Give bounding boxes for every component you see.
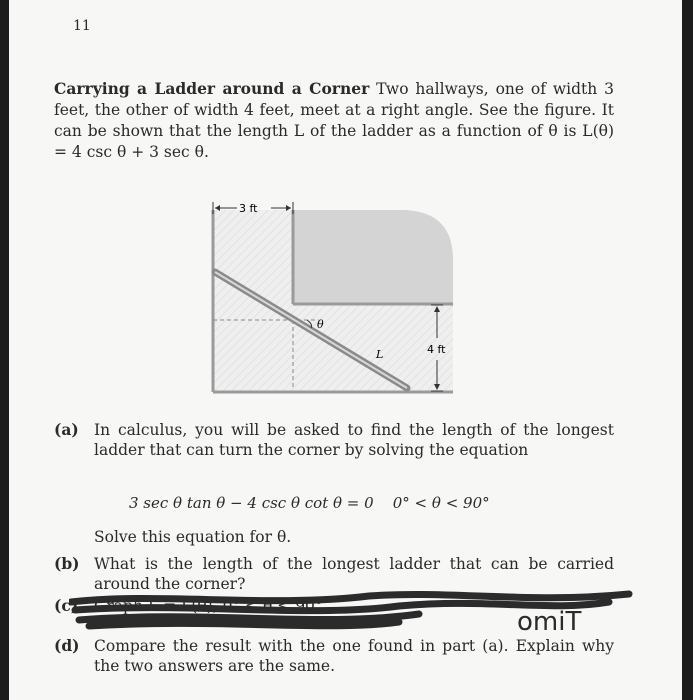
page-number: 11 xyxy=(73,18,91,34)
part-a-followup: Solve this equation for θ. xyxy=(94,528,292,546)
part-d xyxy=(54,636,614,676)
ladder-corner-figure xyxy=(201,200,463,400)
textbook-page xyxy=(9,0,682,700)
angle-label: θ xyxy=(317,318,324,331)
part-a-label: (a) xyxy=(54,420,79,439)
handwritten-strikeout xyxy=(69,588,689,638)
inner-corner-block xyxy=(293,210,453,304)
part-d-label: (d) xyxy=(54,636,80,655)
ladder-length-label: L xyxy=(376,348,384,361)
problem-title: Carrying a Ladder around a Corner xyxy=(54,79,370,98)
problem-statement xyxy=(54,78,614,163)
problem-body: Two hallways, one of width 3 feet, the other of width 4 feet, meet at a right angle. See the figure. It can be shown that the length L of the ladder as a function of θ is L(θ) = 4 csc θ + 3 sec θ. xyxy=(54,80,614,161)
height-label: 4 ft xyxy=(427,343,446,356)
part-a-text: In calculus, you will be asked to find the length of the longest ladder that can turn the corner by solving the equation xyxy=(94,421,614,459)
part-b-text: What is the length of the longest ladder that can be carried around the corner? xyxy=(94,555,614,593)
part-a xyxy=(54,420,614,460)
part-c-text: Graph L = L(θ), 0° ≤ θ ≤ 90° xyxy=(94,597,323,615)
part-a-equation: 3 sec θ tan θ − 4 csc θ cot θ = 0 0° < θ < 90° xyxy=(129,494,490,512)
handwritten-omit: omiT xyxy=(517,607,582,637)
width-label: 3 ft xyxy=(239,202,258,215)
part-c-label: (c) xyxy=(54,596,79,615)
part-d-text: Compare the result with the one found in part (a). Explain why the two answers are the same. xyxy=(94,637,614,675)
part-b-label: (b) xyxy=(54,554,80,573)
